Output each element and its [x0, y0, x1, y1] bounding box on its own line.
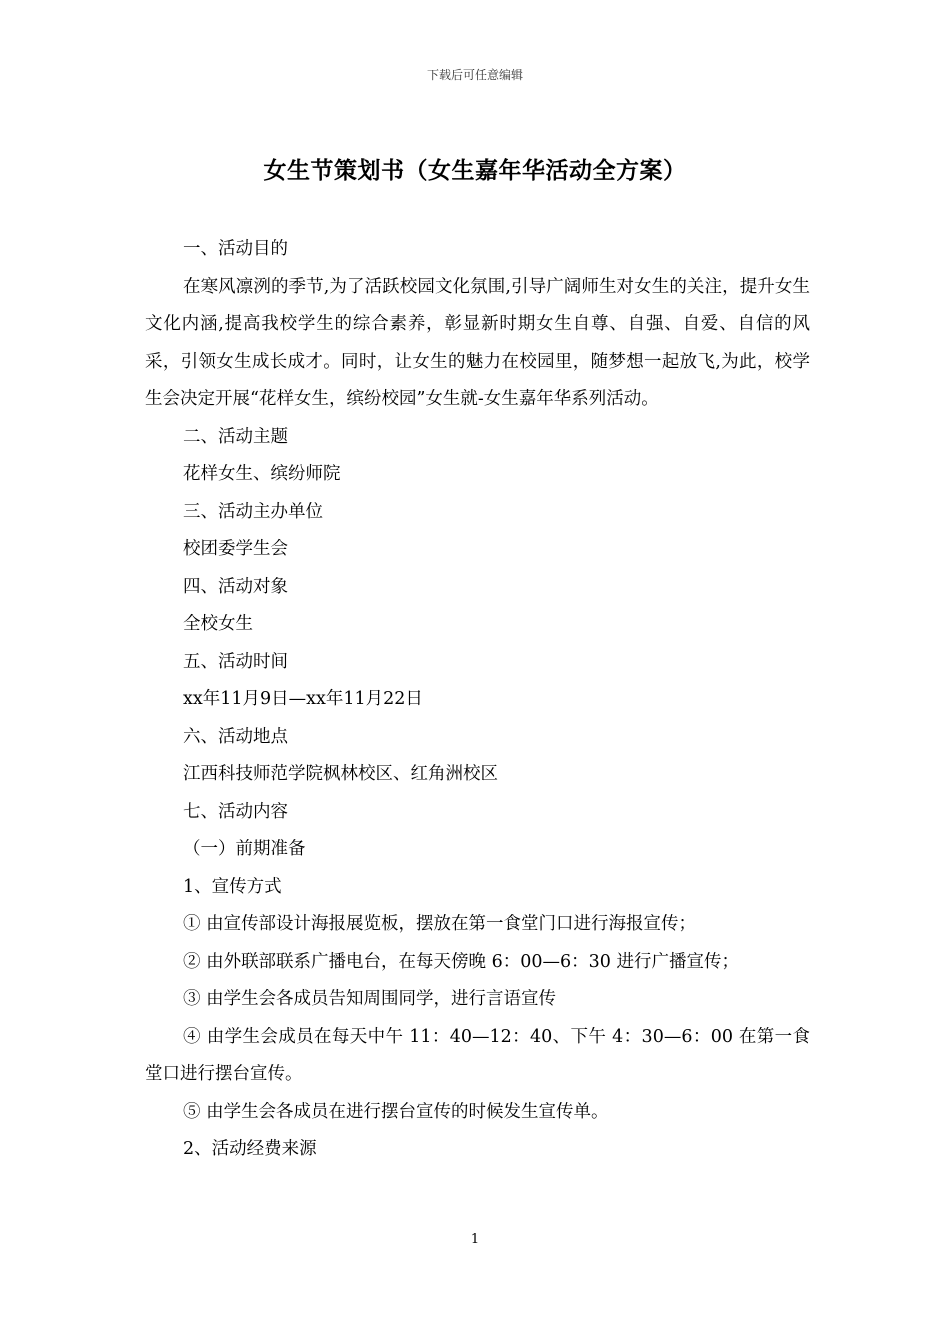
organizer-text: 校团委学生会: [183, 539, 288, 559]
publicity-item-4: ④ 由学生会成员在每天中午 11：40—12：40、下午 4：30—6：00 在第一食堂口进行摆台宣传。: [145, 1026, 810, 1084]
section-heading-purpose: 一、活动目的: [183, 239, 288, 259]
publicity-item-2: ② 由外联部联系广播电台，在每天傍晚 6：00—6：30 进行广播宣传；: [183, 951, 739, 972]
subsection-heading-preparation: （一）前期准备: [183, 839, 306, 859]
item-heading-funding: 2、活动经费来源: [183, 1139, 317, 1159]
publicity-item-5: ⑤ 由学生会各成员在进行摆台宣传的时候发生宣传单。: [183, 1101, 609, 1122]
item-heading-publicity: 1、宣传方式: [183, 876, 282, 897]
theme-text: 花样女生、缤纷师院: [183, 464, 341, 484]
document-title: 女生节策划书（女生嘉年华活动全方案）: [263, 157, 687, 184]
page-number: 1: [470, 1232, 480, 1247]
time-text: xx年11月9日—xx年11月22日: [183, 689, 423, 709]
purpose-paragraph: 在寒风凛洌的季节,为了活跃校园文化氛围,引导广阔师生对女生的关注，提升女生文化内涵,提高我校学生的综合素养，彰显新时期女生自尊、自强、自爱、自信的风采，引领女生成长成才。同时，让女生的魅力在校园里，随梦想一起放飞,为此，校学生会决定开展“花样女生，缤纷校园”女生就-女生嘉年华系列活动。: [145, 276, 810, 409]
section-heading-location: 六、活动地点: [183, 726, 288, 747]
publicity-item-1: ① 由宣传部设计海报展览板，摆放在第一食堂门口进行海报宣传；: [183, 914, 697, 934]
document-body: [145, 231, 810, 1169]
section-heading-theme: 二、活动主题: [183, 426, 288, 447]
publicity-item-3: ③ 由学生会各成员告知周围同学，进行言语宣传: [183, 989, 557, 1009]
section-heading-content: 七、活动内容: [183, 801, 288, 822]
section-heading-time: 五、活动时间: [183, 651, 288, 672]
page-header-note: 下载后可任意编辑: [426, 68, 523, 82]
audience-text: 全校女生: [183, 614, 253, 634]
section-heading-organizer: 三、活动主办单位: [183, 501, 323, 522]
location-text: 江西科技师范学院枫林校区、红角洲校区: [183, 764, 498, 784]
section-heading-audience: 四、活动对象: [183, 576, 288, 597]
